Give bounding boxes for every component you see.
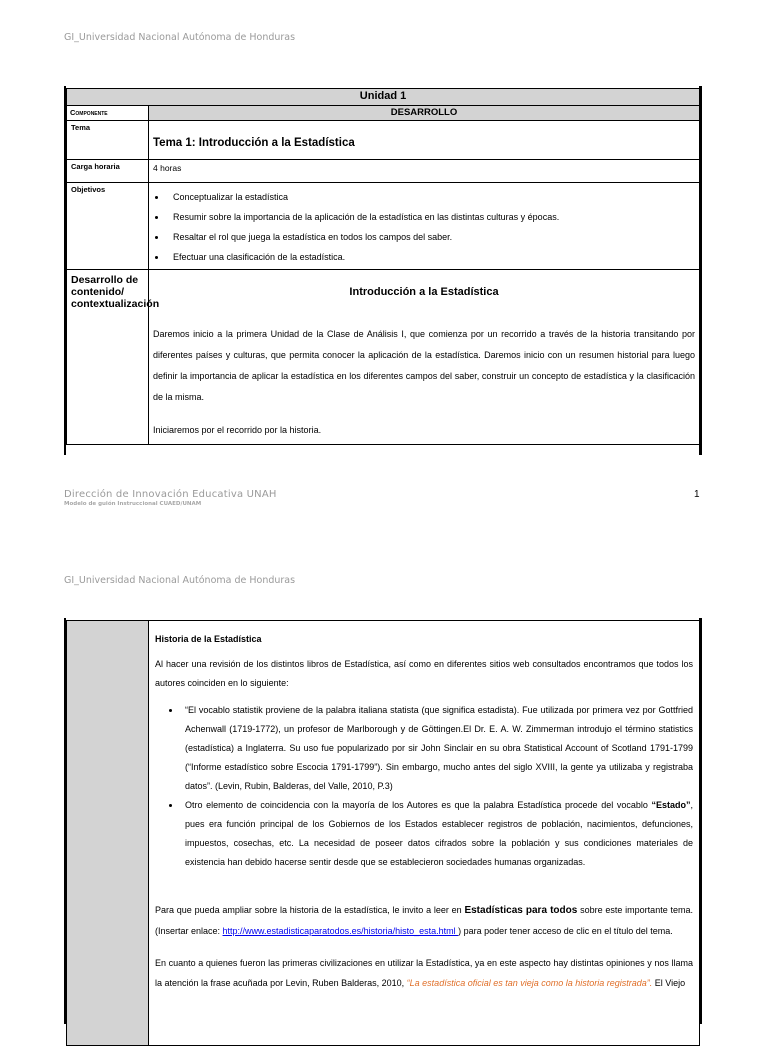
read-more-paragraph xyxy=(155,900,693,941)
bullet2-end: , pues era función principal de los Gobiernos de los Estados establecer registros de población, nacimientos, defunciones, impuestos, cosechas, etc. La necesidad de poseer datos cifrados sobre la población y sus condiciones materiales de existencia han debido hacerse sentir desde que se establecieron sociedades humanas organizadas. xyxy=(185,800,693,867)
civilizations-quote: “La estadística oficial es tan vieja como la historia registrada”. xyxy=(406,978,653,988)
footer-subtitle: Modelo de guión Instruccional CUAED/UNAM xyxy=(64,501,202,507)
history-intro: Al hacer una revisión de los distintos libros de Estadística, así como en diferentes sitios web consultados encontramos que todos los autores coinciden en lo siguiente: xyxy=(155,659,693,688)
list-item: • Resumir sobre la importancia de la aplicación de la estadística en las distintas culturas y épocas. xyxy=(167,207,695,227)
page-number: 1 xyxy=(694,489,700,500)
list-item: • Efectuar una clasificación de la estadística. xyxy=(167,247,695,267)
page-header: GI_Universidad Nacional Autónoma de Honduras xyxy=(64,575,296,586)
componente-value: DESARROLLO xyxy=(149,106,700,121)
unit-table xyxy=(66,88,700,445)
read-more-title[interactable]: Estadísticas para todos xyxy=(464,905,578,916)
intro-title: Introducción a la Estadística xyxy=(349,286,499,298)
unit-title: Unidad 1 xyxy=(67,89,700,106)
bullet2-text: Otro elemento de coincidencia con la mayoría de los Autores es que la palabra Estadística procede del vocablo xyxy=(185,800,652,810)
objetivos-list xyxy=(153,185,695,267)
history-table xyxy=(66,620,700,1046)
carga-value: 4 horas xyxy=(149,160,700,183)
carga-label: Carga horaria xyxy=(67,160,149,183)
read-more-mid: sobre este importante tema. (Insertar enlace: xyxy=(155,905,693,936)
history-link[interactable]: http://www.estadisticaparatodos.es/historia/histo_esta.html xyxy=(222,926,459,936)
history-cell xyxy=(149,621,700,1046)
read-more-end: ) para poder tener acceso de clic en el título del tema. xyxy=(458,926,673,936)
list-item: • Conceptualizar la estadística xyxy=(167,187,695,207)
intro-closing: Iniciaremos por el recorrido por la historia. xyxy=(153,425,322,435)
tema-value: Tema 1: Introducción a la Estadística xyxy=(149,121,700,160)
list-item: • “El vocablo statistik proviene de la palabra italiana statista (que significa estadista). Fue utilizada por primera vez por Gottfried Achenwall (1719-1772), un profesor de Marlborough y de Göttingen.El Dr. E. A. W. Zimmerman introdujo el término statistics (estadística) a Inglaterra. Su uso fue popularizado por sir John Sinclair en su obra Statistical Account of Scotland 1791-1799 (“Informe estadístico sobre Escocia 1791-1799”). Sin embargo, mucho antes del siglo XVIII, la gente ya utilizaba y registraba datos”. (Levin, Rubin, Balderas, del Valle, 2010, P.3) xyxy=(181,701,693,796)
history-list xyxy=(155,701,693,872)
intro-paragraph: Daremos inicio a la primera Unidad de la Clase de Análisis I, que comienza por un recorrido a través de la historia transitando por diferentes países y culturas, que permita conocer la aplicación de la estadística. Daremos inicio con un resumen historial para luego definir la importancia de aplicar la estadística en los diferentes campos del saber, construir un concepto de estadística y la clasificación de la misma. xyxy=(153,329,696,402)
read-more-start: Para que pueda ampliar sobre la historia de la estadística, le invito a leer en xyxy=(155,905,465,915)
history-title: Historia de la Estadística xyxy=(155,634,262,644)
list-item: • Resaltar el rol que juega la estadística en todos los campos del saber. xyxy=(167,227,695,247)
footer-title: Dirección de Innovación Educativa UNAH xyxy=(64,489,277,500)
civilizations-end: El Viejo xyxy=(652,978,686,988)
objetivos-cell xyxy=(149,183,700,270)
componente-label: Componente xyxy=(67,106,149,121)
page-header: GI_Universidad Nacional Autónoma de Honduras xyxy=(64,32,296,43)
civilizations-start: En cuanto a quienes fueron las primeras civilizaciones en utilizar la Estadística, ya en este aspecto hay distintas opiniones y nos llama la atención la frase acuñada por Levin, Ruben Balderas, 2010, xyxy=(155,958,693,988)
list-item xyxy=(181,796,693,872)
label-column xyxy=(67,621,149,1046)
desarrollo-cell xyxy=(149,270,700,445)
objetivos-label: Objetivos xyxy=(67,183,149,270)
bullet2-bold: “Estado” xyxy=(651,800,691,810)
desarrollo-label: Desarrollo de contenido/ contextualización xyxy=(67,270,149,445)
civilizations-paragraph xyxy=(155,953,693,993)
tema-label: Tema xyxy=(67,121,149,160)
